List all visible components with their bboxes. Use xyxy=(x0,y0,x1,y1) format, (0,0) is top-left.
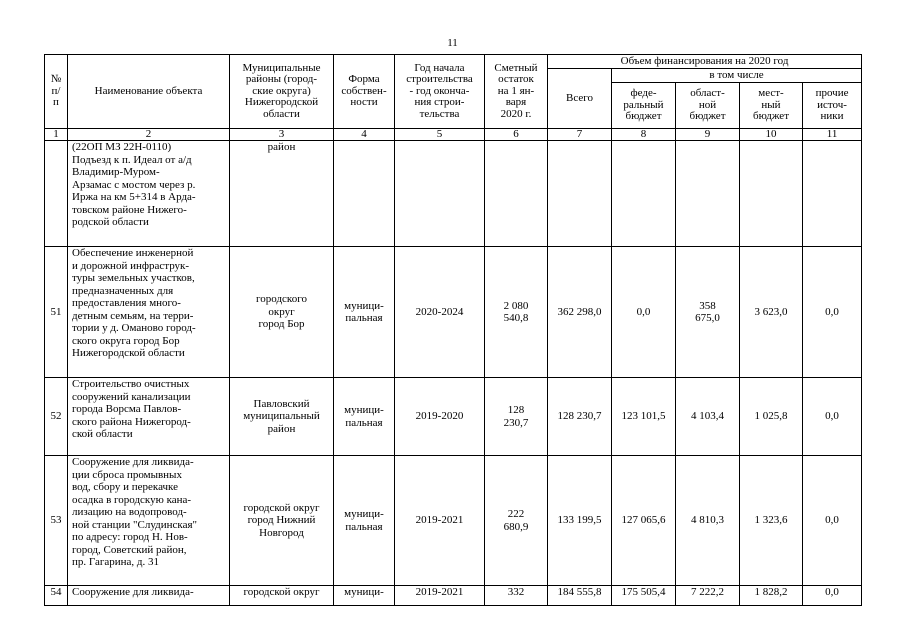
total xyxy=(548,141,612,247)
total: 128 230,7 xyxy=(548,378,612,456)
table-header xyxy=(45,55,862,141)
federal xyxy=(612,141,676,247)
row-number: 51 xyxy=(45,247,68,378)
district: Павловский муниципальный район xyxy=(230,378,334,456)
header-balance: Сметный остаток на 1 ян- варя 2020 г. xyxy=(485,55,548,129)
header-years: Год начала строительства - год оконча- ния строи- тельства xyxy=(395,55,485,129)
balance: 332 xyxy=(485,586,548,606)
column-number: 5 xyxy=(395,129,485,141)
district: городской округ город Нижний Новгород xyxy=(230,456,334,586)
other: 0,0 xyxy=(803,378,862,456)
object-name: Обеспечение инженерной и дорожной инфраструк- туры земельных участков, предназначенных для предоставления много- детным семьям, на терри- тории у д. Оманово город- ского округа город Бор Нижегородской области xyxy=(68,247,230,378)
total: 362 298,0 xyxy=(548,247,612,378)
header-including: в том числе xyxy=(612,69,862,83)
header-districts: Муниципальные районы (город- ские округа) Нижегородской области xyxy=(230,55,334,129)
table-row xyxy=(45,586,862,606)
row-number: 54 xyxy=(45,586,68,606)
balance: 2 080 540,8 xyxy=(485,247,548,378)
local: 1 828,2 xyxy=(740,586,803,606)
years: 2019-2020 xyxy=(395,378,485,456)
regional: 4 103,4 xyxy=(676,378,740,456)
years: 2019-2021 xyxy=(395,456,485,586)
object-name: (22ОП МЗ 22Н-0110) Подъезд к п. Идеал от а/д Владимир-Муром- Арзамас с мостом через р. Иржа на км 5+314 в Арда- товском районе Нижего- родской области xyxy=(68,141,230,247)
ownership: муници- пальная xyxy=(334,378,395,456)
column-number: 10 xyxy=(740,129,803,141)
federal: 175 505,4 xyxy=(612,586,676,606)
column-number: 9 xyxy=(676,129,740,141)
column-number: 11 xyxy=(803,129,862,141)
district: городского округ город Бор xyxy=(230,247,334,378)
regional xyxy=(676,141,740,247)
local: 3 623,0 xyxy=(740,247,803,378)
years: 2020-2024 xyxy=(395,247,485,378)
regional: 7 222,2 xyxy=(676,586,740,606)
total: 184 555,8 xyxy=(548,586,612,606)
header-financing: Объем финансирования на 2020 год xyxy=(548,55,862,69)
column-number: 8 xyxy=(612,129,676,141)
regional: 358 675,0 xyxy=(676,247,740,378)
other xyxy=(803,141,862,247)
table-row xyxy=(45,456,862,586)
table-row xyxy=(45,378,862,456)
balance: 128 230,7 xyxy=(485,378,548,456)
balance xyxy=(485,141,548,247)
other: 0,0 xyxy=(803,456,862,586)
row-number xyxy=(45,141,68,247)
header-total: Всего xyxy=(548,69,612,129)
column-number: 3 xyxy=(230,129,334,141)
page-number: 11 xyxy=(447,37,458,49)
years: 2019-2021 xyxy=(395,586,485,606)
other: 0,0 xyxy=(803,247,862,378)
table-row xyxy=(45,141,862,247)
ownership: муници- xyxy=(334,586,395,606)
district: район xyxy=(230,141,334,247)
district: городской округ xyxy=(230,586,334,606)
total: 133 199,5 xyxy=(548,456,612,586)
local xyxy=(740,141,803,247)
header-other: прочие источ- ники xyxy=(803,83,862,129)
object-name: Сооружение для ликвида- ции сброса промывных вод, сбору и перекачке осадка в городскую кана- лизацию на водопровод- ной станции "Слудинская" по адресу: город Н. Нов- город, Советский район, пр. Гагарина, д. 31 xyxy=(68,456,230,586)
ownership xyxy=(334,141,395,247)
federal: 123 101,5 xyxy=(612,378,676,456)
ownership: муници- пальная xyxy=(334,456,395,586)
federal: 0,0 xyxy=(612,247,676,378)
financing-table xyxy=(44,54,862,606)
other: 0,0 xyxy=(803,586,862,606)
column-number: 4 xyxy=(334,129,395,141)
table-row xyxy=(45,247,862,378)
federal: 127 065,6 xyxy=(612,456,676,586)
column-number: 1 xyxy=(45,129,68,141)
local: 1 025,8 xyxy=(740,378,803,456)
column-number: 6 xyxy=(485,129,548,141)
object-name: Сооружение для ликвида- xyxy=(68,586,230,606)
header-local: мест- ный бюджет xyxy=(740,83,803,129)
regional: 4 810,3 xyxy=(676,456,740,586)
header-num: № п/ п xyxy=(45,55,68,129)
object-name: Строительство очистных сооружений канализации города Ворсма Павлов- ского района Нижегород- ской области xyxy=(68,378,230,456)
column-number-row xyxy=(45,129,862,141)
header-ownership: Форма собствен- ности xyxy=(334,55,395,129)
years xyxy=(395,141,485,247)
header-regional: област- ной бюджет xyxy=(676,83,740,129)
column-number: 7 xyxy=(548,129,612,141)
header-name: Наименование объекта xyxy=(68,55,230,129)
balance: 222 680,9 xyxy=(485,456,548,586)
local: 1 323,6 xyxy=(740,456,803,586)
column-number: 2 xyxy=(68,129,230,141)
ownership: муници- пальная xyxy=(334,247,395,378)
row-number: 52 xyxy=(45,378,68,456)
header-federal: феде- ральный бюджет xyxy=(612,83,676,129)
row-number: 53 xyxy=(45,456,68,586)
